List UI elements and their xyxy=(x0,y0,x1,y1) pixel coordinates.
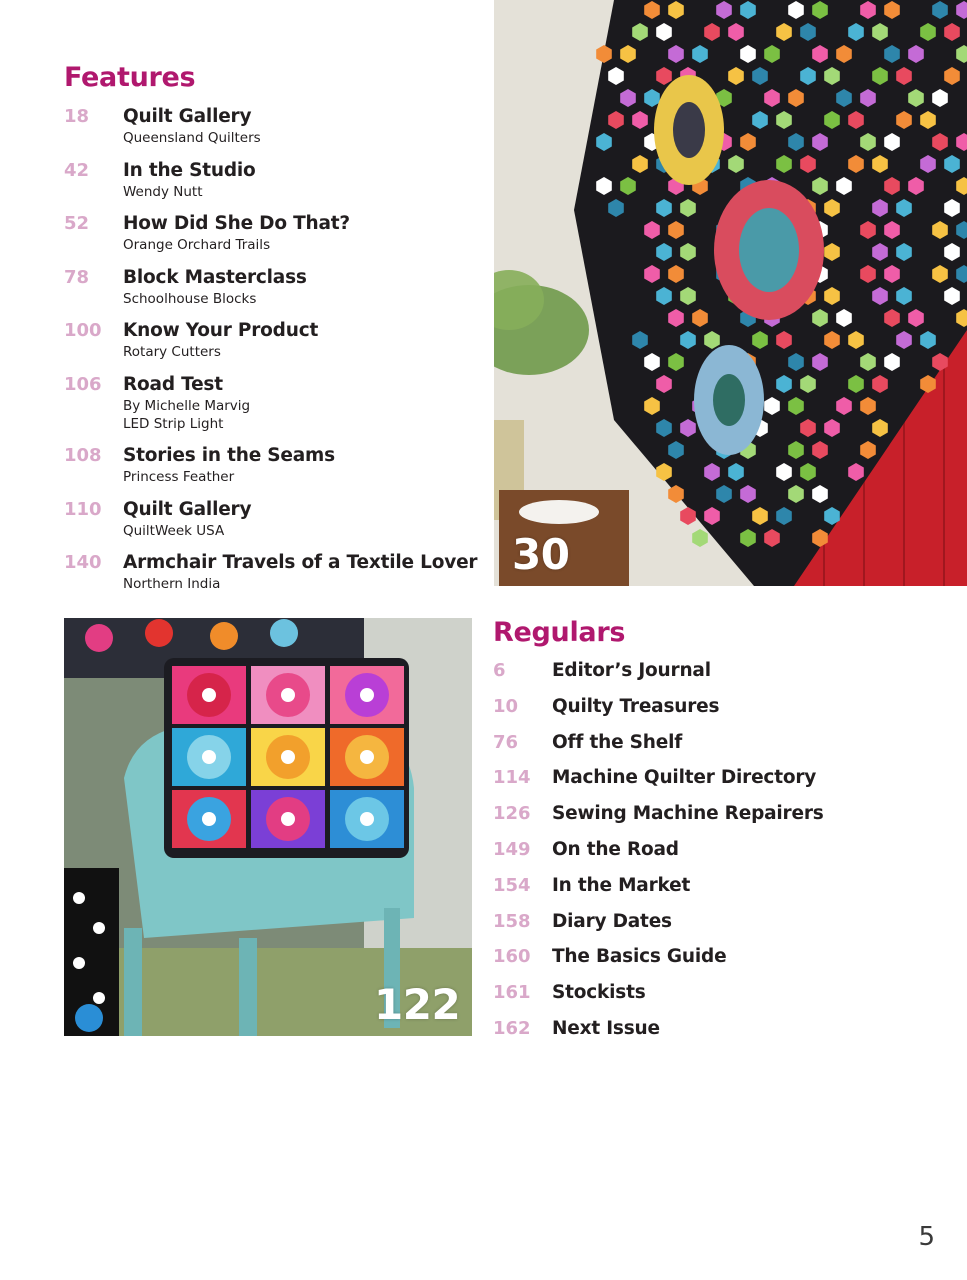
regulars-heading: Regulars xyxy=(493,617,626,648)
feature-subtitle: Rotary Cutters xyxy=(123,344,221,360)
regular-entry[interactable] xyxy=(493,946,933,976)
regular-title: Stockists xyxy=(552,982,646,1004)
regular-entry[interactable] xyxy=(493,696,933,726)
regular-title: The Basics Guide xyxy=(552,946,727,968)
regular-title: Off the Shelf xyxy=(552,731,683,753)
feature-entry[interactable] xyxy=(64,267,474,310)
feature-entry[interactable] xyxy=(64,445,474,488)
feature-subtitle: LED Strip Light xyxy=(123,416,224,432)
cushion-flower-centre xyxy=(281,812,295,826)
regular-title: On the Road xyxy=(552,839,679,860)
flower-cushion-chair-photo xyxy=(64,618,472,1036)
feature-title: Quilt Gallery xyxy=(123,499,252,520)
cushion-flower-centre xyxy=(202,688,216,702)
feature-page-number: 140 xyxy=(64,552,102,573)
cushion-flower-centre xyxy=(360,688,374,702)
regular-entry[interactable] xyxy=(493,875,933,905)
feature-entry[interactable] xyxy=(64,160,474,203)
feature-title: Armchair Travels of a Textile Lover xyxy=(123,552,478,573)
regular-entry[interactable] xyxy=(493,803,933,833)
feature-subtitle: Princess Feather xyxy=(123,469,235,485)
feature-entry[interactable] xyxy=(64,106,474,149)
feature-subtitle: QuiltWeek USA xyxy=(123,523,225,539)
feature-title: Know Your Product xyxy=(123,320,319,341)
regular-title: Editor’s Journal xyxy=(552,660,711,681)
feature-page-number: 18 xyxy=(64,106,90,127)
feature-entry[interactable] xyxy=(64,499,474,542)
regular-page-number: 154 xyxy=(493,874,531,896)
feature-entry[interactable] xyxy=(64,374,474,436)
cushion-flower-centre xyxy=(281,750,295,764)
regular-title: Next Issue xyxy=(552,1018,660,1039)
regular-entry[interactable] xyxy=(493,839,933,869)
feature-entry[interactable] xyxy=(64,552,478,595)
feature-subtitle: By Michelle Marvig xyxy=(123,398,251,414)
hexagon-quilt-illustration xyxy=(494,0,967,586)
regular-page-number: 10 xyxy=(493,695,519,717)
regular-page-number: 162 xyxy=(493,1018,531,1039)
feature-page-number: 100 xyxy=(64,320,102,341)
feature-title: In the Studio xyxy=(123,160,256,181)
regular-title: Machine Quilter Directory xyxy=(552,767,817,789)
feature-subtitle: Queensland Quilters xyxy=(123,130,261,146)
feature-title: Stories in the Seams xyxy=(123,445,335,466)
regular-page-number: 149 xyxy=(493,839,531,860)
regular-title: Sewing Machine Repairers xyxy=(552,803,824,825)
regular-title: In the Market xyxy=(552,874,691,896)
feature-title: How Did She Do That? xyxy=(123,213,350,234)
regular-title: Diary Dates xyxy=(552,910,672,932)
cushion-flower-centre xyxy=(202,750,216,764)
cushion-flower-centre xyxy=(281,688,295,702)
regular-title: Quilty Treasures xyxy=(552,695,720,717)
regular-entry[interactable] xyxy=(493,732,933,762)
regular-entry[interactable] xyxy=(493,767,933,797)
feature-subtitle: Orange Orchard Trails xyxy=(123,237,271,253)
feature-subtitle: Schoolhouse Blocks xyxy=(123,291,257,307)
page-folio: 5 xyxy=(918,1222,935,1252)
regular-page-number: 126 xyxy=(493,803,531,825)
feature-title: Road Test xyxy=(123,374,223,395)
regular-entry[interactable] xyxy=(493,911,933,941)
cushion-flower-centre xyxy=(360,750,374,764)
cushion-flower-centre xyxy=(202,812,216,826)
feature-page-number: 106 xyxy=(64,374,102,395)
hexagon-quilt-photo xyxy=(494,0,967,586)
quilt-photo-page-number: 30 xyxy=(512,530,570,579)
regular-page-number: 160 xyxy=(493,946,531,968)
feature-page-number: 108 xyxy=(64,445,102,466)
regular-page-number: 158 xyxy=(493,910,531,932)
features-heading: Features xyxy=(64,62,196,93)
regular-page-number: 114 xyxy=(493,767,531,789)
regular-page-number: 76 xyxy=(493,731,519,753)
feature-title: Quilt Gallery xyxy=(123,106,252,127)
chair-photo-page-number: 122 xyxy=(374,980,461,1029)
regular-entry[interactable] xyxy=(493,982,933,1012)
regular-entry[interactable] xyxy=(493,660,933,690)
feature-page-number: 78 xyxy=(64,267,90,288)
cushion-flower-centre xyxy=(360,812,374,826)
regular-page-number: 161 xyxy=(493,982,531,1004)
feature-page-number: 52 xyxy=(64,213,90,234)
feature-subtitle: Northern India xyxy=(123,576,221,592)
feature-subtitle: Wendy Nutt xyxy=(123,184,203,200)
feature-entry[interactable] xyxy=(64,213,474,256)
feature-title: Block Masterclass xyxy=(123,267,307,288)
regular-entry[interactable] xyxy=(493,1018,933,1048)
flower-cushion-illustration xyxy=(64,618,472,1036)
feature-page-number: 110 xyxy=(64,499,102,520)
feature-page-number: 42 xyxy=(64,160,90,181)
feature-entry[interactable] xyxy=(64,320,474,363)
regular-page-number: 6 xyxy=(493,660,506,681)
